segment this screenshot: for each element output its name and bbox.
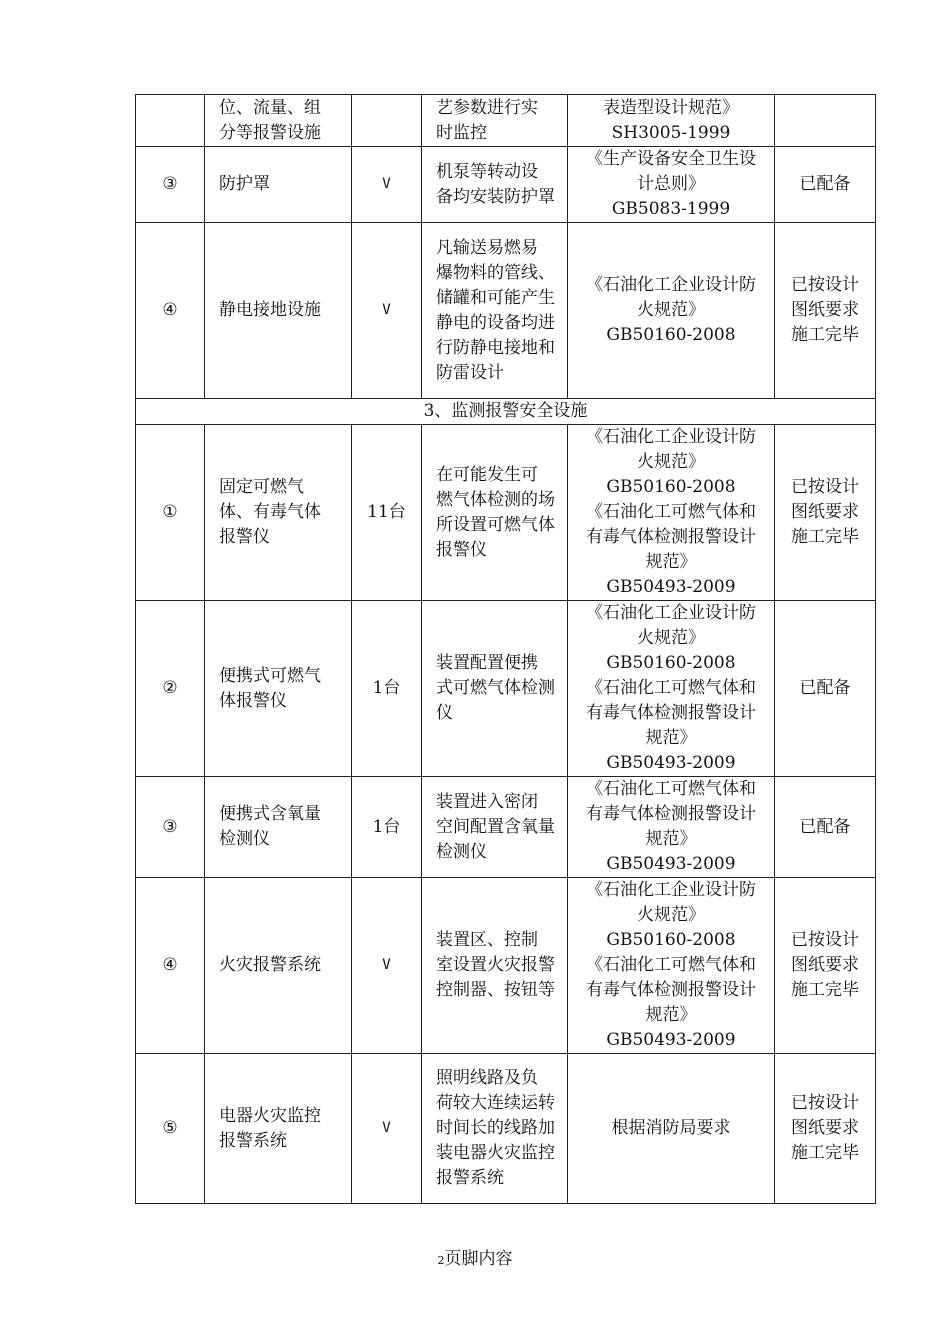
description-line: 检测仪 xyxy=(436,841,487,862)
facility-name-line: 分等报警设施 xyxy=(219,122,321,143)
row-number xyxy=(136,777,205,878)
standard-reference-line: SH3005-1999 xyxy=(611,122,731,143)
standard-reference-line: GB50160-2008 xyxy=(606,325,736,345)
row-number xyxy=(136,601,205,777)
facility-name-line: 固定可燃气 xyxy=(219,477,304,497)
table-row xyxy=(136,95,876,147)
quantity xyxy=(352,147,422,223)
standard-reference-line: 火规范》 xyxy=(637,628,705,648)
status-line: 图纸要求 xyxy=(791,955,859,975)
standard-reference xyxy=(568,878,775,1054)
row-number-line: ③ xyxy=(162,816,178,837)
description-line: 室设置火灾报警 xyxy=(436,955,555,975)
status-line: 施工完毕 xyxy=(791,325,859,345)
description-line: 行防静电接地和 xyxy=(436,337,555,358)
facility-name-line: 位、流量、组 xyxy=(219,97,321,118)
quantity-line: V xyxy=(382,1120,391,1136)
description-line: 防雷设计 xyxy=(436,362,504,383)
standard-reference-line: 火规范》 xyxy=(637,905,705,925)
status xyxy=(775,95,876,147)
description-line: 爆物料的管线、 xyxy=(436,262,555,283)
page-footer xyxy=(0,1244,950,1269)
status-line: 施工完毕 xyxy=(791,1143,859,1163)
facility-name-line: 电器火灾监控 xyxy=(219,1105,321,1126)
footer-text: 页脚内容 xyxy=(444,1249,513,1269)
status-line: 图纸要求 xyxy=(791,300,859,320)
facility-name-line: 静电接地设施 xyxy=(219,300,321,320)
description-line: 时监控 xyxy=(436,122,487,143)
facility-name-line: 防护罩 xyxy=(219,174,270,194)
description-line: 燃气体检测的场 xyxy=(436,489,555,510)
status-line: 已按设计 xyxy=(791,275,859,295)
row-number-line: ④ xyxy=(162,955,178,975)
standard-reference xyxy=(568,147,775,223)
quantity xyxy=(352,223,422,399)
description xyxy=(422,95,568,147)
description-line: 艺参数进行实 xyxy=(436,97,538,118)
status-line: 已配备 xyxy=(799,174,851,194)
quantity xyxy=(352,95,422,147)
safety-facilities-table xyxy=(135,94,876,1204)
description-line: 时间长的线路加 xyxy=(436,1118,555,1138)
standard-reference xyxy=(568,777,775,878)
description-line: 凡输送易燃易 xyxy=(436,237,538,258)
quantity xyxy=(352,878,422,1054)
table-row xyxy=(136,1054,876,1204)
description-line: 式可燃气体检测 xyxy=(436,678,555,698)
standard-reference xyxy=(568,95,775,147)
table-row xyxy=(136,878,876,1054)
status-line: 施工完毕 xyxy=(791,527,859,547)
standard-reference xyxy=(568,425,775,601)
row-number xyxy=(136,1054,205,1204)
description-line: 装置进入密闭 xyxy=(436,791,538,812)
facility-name-line: 体报警仪 xyxy=(219,690,287,711)
quantity-line: V xyxy=(382,957,391,973)
facility-name xyxy=(205,878,352,1054)
table-row xyxy=(136,777,876,878)
standard-reference-line: 有毒气体检测报警设计 xyxy=(586,703,756,723)
row-number-line: ③ xyxy=(162,174,178,194)
description-line: 照明线路及负 xyxy=(436,1068,538,1088)
facility-name xyxy=(205,147,352,223)
facility-name xyxy=(205,1054,352,1204)
status xyxy=(775,1054,876,1204)
status-line: 已配备 xyxy=(799,816,851,837)
status-line: 已按设计 xyxy=(791,930,859,950)
facility-name-line: 检测仪 xyxy=(219,829,270,849)
status-line: 已按设计 xyxy=(791,477,859,497)
description-line: 装电器火灾监控 xyxy=(436,1143,555,1163)
facility-name xyxy=(205,95,352,147)
standard-reference-line: 《石油化工可燃气体和 xyxy=(586,678,756,698)
facility-name-line: 报警系统 xyxy=(219,1130,287,1151)
facility-name-line: 便携式可燃气 xyxy=(219,665,321,686)
standard-reference xyxy=(568,1054,775,1204)
section-title: 3、监测报警安全设施 xyxy=(136,399,876,425)
status-line: 已按设计 xyxy=(791,1093,859,1113)
table-row xyxy=(136,601,876,777)
status-line: 图纸要求 xyxy=(791,502,859,522)
description xyxy=(422,223,568,399)
description-line: 装置区、控制 xyxy=(436,930,538,950)
facility-name xyxy=(205,777,352,878)
description-line: 所设置可燃气体 xyxy=(436,514,555,535)
description xyxy=(422,777,568,878)
standard-reference-line: 《石油化工可燃气体和 xyxy=(586,955,756,975)
standard-reference-line: 规范》 xyxy=(645,829,697,849)
description-line: 机泵等转动设 xyxy=(436,161,538,182)
status xyxy=(775,878,876,1054)
description-line: 储罐和可能产生 xyxy=(436,287,555,308)
standard-reference-line: 《石油化工可燃气体和 xyxy=(586,779,756,799)
description xyxy=(422,601,568,777)
table-row xyxy=(136,425,876,601)
standard-reference-line: 规范》 xyxy=(645,1005,697,1025)
standard-reference-line: GB50160-2008 xyxy=(606,653,736,673)
table-body-top xyxy=(136,95,876,399)
row-number xyxy=(136,147,205,223)
standard-reference-line: GB50493-2009 xyxy=(606,753,736,773)
status-line: 施工完毕 xyxy=(791,980,859,1000)
description xyxy=(422,147,568,223)
standard-reference-line: 规范》 xyxy=(645,728,697,748)
standard-reference-line: 火规范》 xyxy=(637,452,705,472)
quantity-line: 11台 xyxy=(367,502,406,522)
standard-reference-line: 规范》 xyxy=(645,552,697,572)
row-number xyxy=(136,425,205,601)
description-line: 报警系统 xyxy=(436,1168,504,1188)
standard-reference-line: GB50493-2009 xyxy=(606,1030,736,1050)
row-number-line: ① xyxy=(162,502,178,522)
description xyxy=(422,425,568,601)
quantity xyxy=(352,777,422,878)
standard-reference xyxy=(568,223,775,399)
status-line: 已配备 xyxy=(799,678,851,698)
description-line: 空间配置含氧量 xyxy=(436,816,555,837)
standard-reference-line: 《石油化工企业设计防 xyxy=(586,880,756,900)
standard-reference-line: 有毒气体检测报警设计 xyxy=(586,804,756,824)
standard-reference-line: GB50493-2009 xyxy=(606,854,736,874)
standard-reference-line: GB50160-2008 xyxy=(606,930,736,950)
standard-reference-line: GB50160-2008 xyxy=(606,477,736,497)
table-row xyxy=(136,147,876,223)
facility-name-line: 火灾报警系统 xyxy=(219,955,321,975)
quantity-line: 1台 xyxy=(372,816,401,837)
quantity xyxy=(352,1054,422,1204)
row-number-line: ② xyxy=(162,678,178,698)
standard-reference-line: GB5083-1999 xyxy=(611,199,731,219)
standard-reference-line: 《石油化工企业设计防 xyxy=(586,427,756,447)
status xyxy=(775,147,876,223)
standard-reference-line: 有毒气体检测报警设计 xyxy=(586,980,756,1000)
description-line: 静电的设备均进 xyxy=(436,312,555,333)
standard-reference-line: 火规范》 xyxy=(637,300,705,320)
standard-reference-line: 《石油化工企业设计防 xyxy=(586,275,756,295)
standard-reference-line: 《石油化工可燃气体和 xyxy=(586,502,756,522)
standard-reference-line: 计总则》 xyxy=(637,174,705,194)
standard-reference-line: 根据消防局要求 xyxy=(611,1118,731,1138)
row-number xyxy=(136,95,205,147)
quantity-line: 1台 xyxy=(372,678,401,698)
description-line: 仪 xyxy=(436,703,453,723)
description-line: 控制器、按钮等 xyxy=(436,980,555,1000)
standard-reference xyxy=(568,601,775,777)
quantity xyxy=(352,425,422,601)
standard-reference-line: 有毒气体检测报警设计 xyxy=(586,527,756,547)
facility-name xyxy=(205,223,352,399)
table-row xyxy=(136,223,876,399)
table-body-section xyxy=(136,425,876,1204)
facility-name-line: 体、有毒气体 xyxy=(219,502,321,522)
description xyxy=(422,1054,568,1204)
standard-reference-line: GB50493-2009 xyxy=(606,577,736,597)
section-header xyxy=(136,399,876,425)
facility-name xyxy=(205,425,352,601)
quantity xyxy=(352,601,422,777)
page-number: 2 xyxy=(437,1254,445,1267)
status xyxy=(775,425,876,601)
description-line: 备均安装防护罩 xyxy=(436,186,555,207)
quantity-line: V xyxy=(382,302,391,318)
status xyxy=(775,223,876,399)
description-line: 装置配置便携 xyxy=(436,653,538,673)
standard-reference-line: 表造型设计规范》 xyxy=(603,97,739,118)
facility-name xyxy=(205,601,352,777)
row-number-line: ⑤ xyxy=(162,1118,178,1138)
status xyxy=(775,777,876,878)
description xyxy=(422,878,568,1054)
description-line: 报警仪 xyxy=(436,539,487,560)
row-number-line: ④ xyxy=(162,300,178,320)
row-number xyxy=(136,878,205,1054)
row-number xyxy=(136,223,205,399)
status xyxy=(775,601,876,777)
quantity-line: V xyxy=(382,176,391,192)
standard-reference-line: 《生产设备安全卫生设 xyxy=(586,149,756,169)
description-line: 在可能发生可 xyxy=(436,464,538,485)
standard-reference-line: 《石油化工企业设计防 xyxy=(586,603,756,623)
status-line: 图纸要求 xyxy=(791,1118,859,1138)
description-line: 荷较大连续运转 xyxy=(436,1093,555,1113)
facility-name-line: 便携式含氧量 xyxy=(219,804,321,824)
facility-name-line: 报警仪 xyxy=(219,527,270,547)
